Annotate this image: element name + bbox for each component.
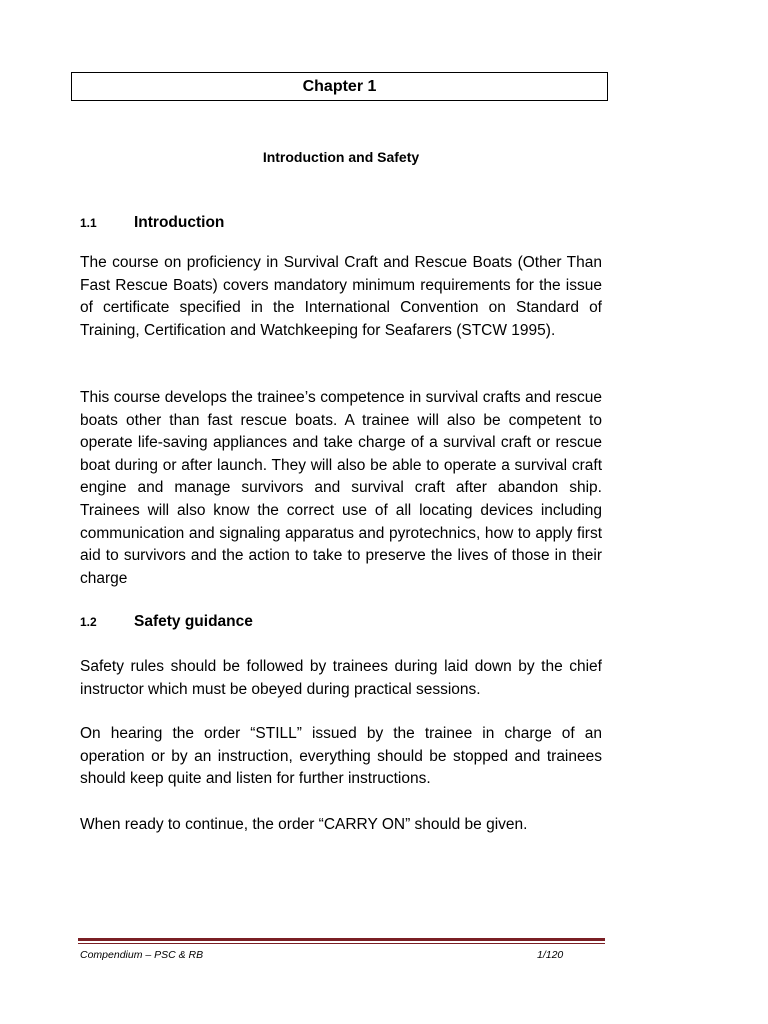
section-heading-safety-guidance — [80, 613, 253, 631]
section-number: 1.2 — [80, 615, 97, 629]
chapter-subtitle: Introduction and Safety — [262, 149, 420, 165]
footer-page-number: 1/120 — [537, 949, 564, 961]
footer-document-title: Compendium – PSC & RB — [80, 949, 204, 961]
paragraph: On hearing the order “STILL” issued by the trainee in charge of an operation or by an instruction, everything should be stopped and trainees should keep quite and listen for further instructions. — [80, 725, 602, 788]
section-title: Safety guidance — [134, 613, 253, 630]
footer-rule — [78, 938, 605, 941]
paragraph: Safety rules should be followed by trainees during laid down by the chief instructor which must be obeyed during practical sessions. — [80, 658, 602, 698]
paragraph: This course develops the trainee’s competence in survival crafts and rescue boats other than fast rescue boats. A trainee will also be competent to operate life-saving appliances and take charge of a survival craft or rescue boat during or after launch. They will also be able to operate a survival craft engine and manage survivors and survival craft after abandon ship. Trainees will also know the correct use of all locating devices including communication and signaling apparatus and pyrotechnics, how to apply first aid to survivors and the action to take to preserve the lives of those in their charge — [80, 389, 602, 587]
section-title: Introduction — [134, 214, 225, 231]
footer-rule-thin — [78, 943, 605, 944]
paragraph: When ready to continue, the order “CARRY ON” should be given. — [80, 816, 528, 833]
section-heading-introduction — [80, 214, 224, 232]
chapter-title: Chapter 1 — [71, 72, 608, 101]
section-number: 1.1 — [80, 216, 97, 230]
paragraph: The course on proficiency in Survival Craft and Rescue Boats (Other Than Fast Rescue Boats) covers mandatory minimum requirements for the issue of certificate specified in the International Convention on Standard of Training, Certification and Watchkeeping for Seafarers (STCW 1995). — [80, 254, 602, 339]
